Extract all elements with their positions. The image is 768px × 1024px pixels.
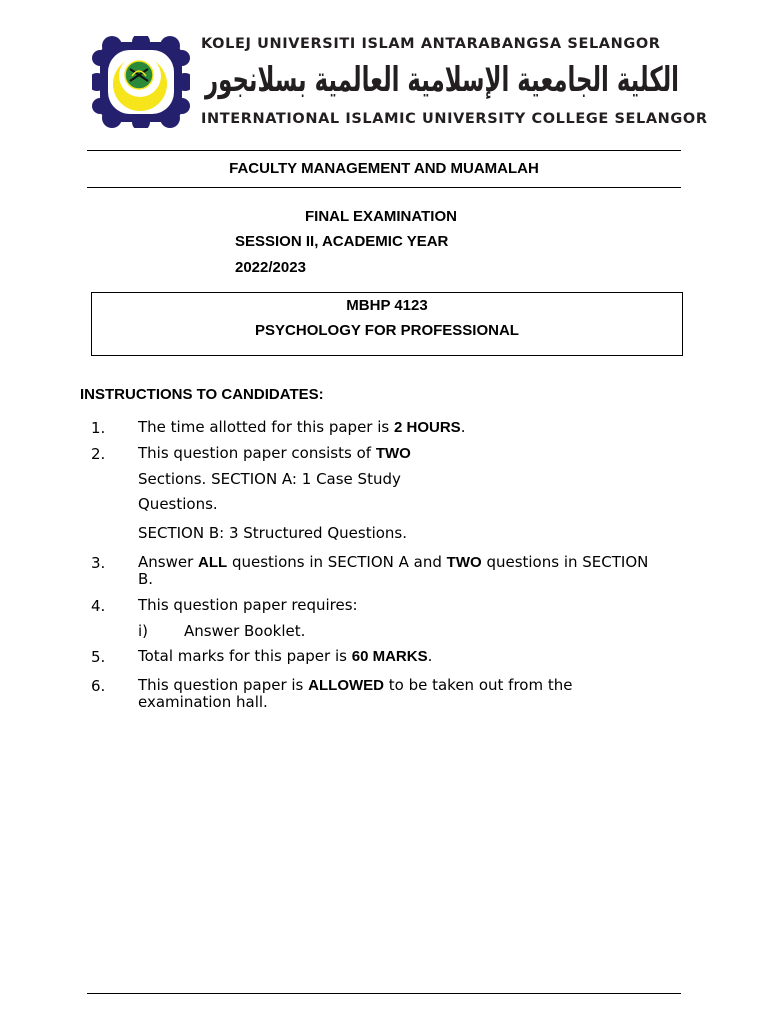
exam-year: 2022/2023 (235, 259, 306, 276)
instruction-number: 6. (91, 677, 106, 695)
faculty-name: FACULTY MANAGEMENT AND MUAMALAH (229, 160, 539, 177)
instruction-number: 1. (91, 419, 106, 437)
instruction-2-line: SECTION B: 3 Structured Questions. (138, 524, 408, 542)
faculty-divider (87, 187, 681, 188)
instruction-number: 2. (91, 445, 106, 463)
college-name-english: INTERNATIONAL ISLAMIC UNIVERSITY COLLEGE SELANGOR (201, 111, 708, 127)
course-name: PSYCHOLOGY FOR PROFESSIONAL (255, 322, 519, 339)
instruction-2-line: Questions. (138, 495, 218, 513)
college-name-malay: KOLEJ UNIVERSITI ISLAM ANTARABANGSA SELANGOR (201, 36, 661, 52)
course-code: MBHP 4123 (346, 297, 428, 314)
instruction-3: Answer ALL questions in SECTION A and TWO questions in SECTION (138, 553, 649, 571)
footer-divider (87, 993, 681, 994)
instruction-2: This question paper consists of TWO (138, 444, 411, 462)
instruction-5: Total marks for this paper is 60 MARKS. (138, 647, 433, 665)
instruction-2-line: Sections. SECTION A: 1 Case Study (138, 470, 401, 488)
instruction-4-sub-text: Answer Booklet. (184, 622, 306, 640)
university-crest-icon (92, 36, 190, 128)
instruction-number: 4. (91, 597, 106, 615)
instruction-4: This question paper requires: (138, 596, 358, 614)
exam-session: SESSION II, ACADEMIC YEAR (235, 233, 449, 250)
instructions-heading: INSTRUCTIONS TO CANDIDATES: (80, 386, 324, 403)
instruction-4-sub-number: i) (138, 622, 149, 640)
instruction-number: 5. (91, 648, 106, 666)
top-divider (87, 150, 681, 151)
instruction-6-line: examination hall. (138, 693, 268, 711)
college-name-arabic (203, 55, 681, 107)
instruction-6: This question paper is ALLOWED to be taken out from the (138, 676, 573, 694)
exam-title: FINAL EXAMINATION (305, 208, 457, 225)
instruction-1: The time allotted for this paper is 2 HOURS. (138, 418, 466, 436)
instruction-3-line: B. (138, 570, 154, 588)
college-name-arabic-text: الكلية الجامعية الإسلامية العالمية بسلانجور (203, 60, 679, 100)
instruction-number: 3. (91, 554, 106, 572)
